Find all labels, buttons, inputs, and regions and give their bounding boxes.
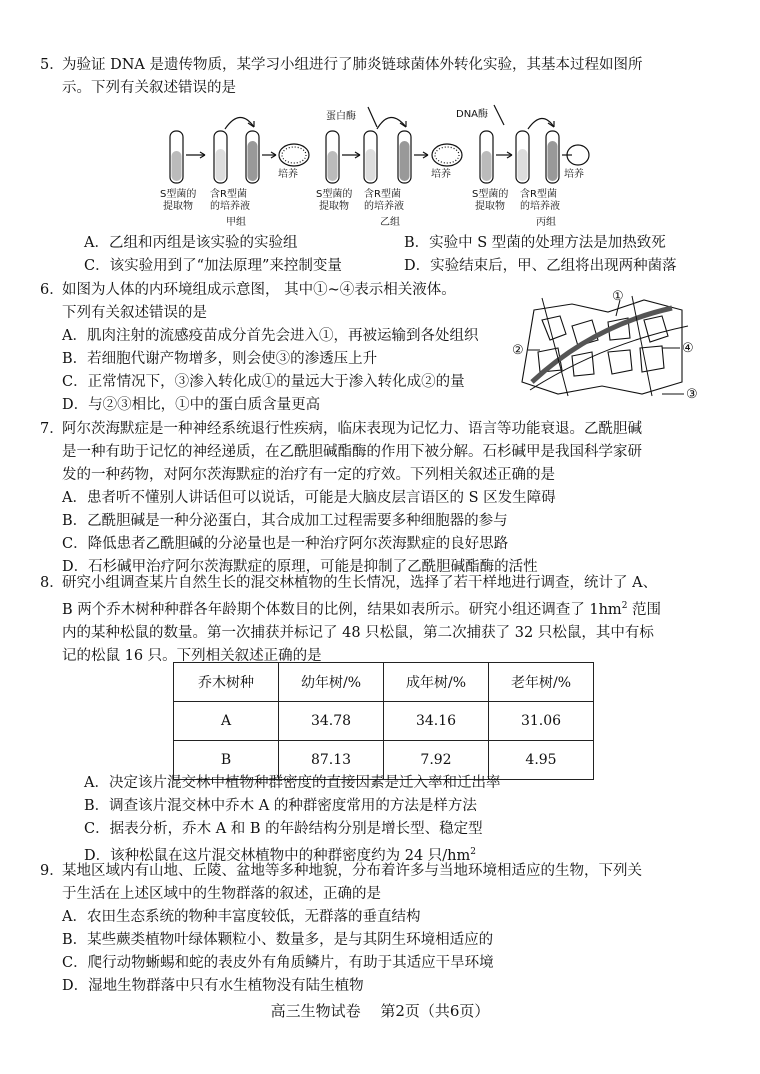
option-b: B．乙酰胆碱是一种分泌蛋白，其合成加工过程需要多种细胞器的参与 [62, 513, 508, 529]
option-b: B．调查该片混交林中乔木 A 的种群密度常用的方法是样方法 [84, 798, 477, 814]
question-number: 7． [40, 421, 64, 437]
internal-environment-figure [512, 286, 702, 404]
dropper [494, 105, 504, 125]
option-a: A．患者听不懂别人讲话但可以说话，可能是大脑皮层言语区的 S 区发生障碍 [62, 490, 556, 506]
table-header: 老年树/% [489, 663, 594, 702]
table-header: 成年树/% [384, 663, 489, 702]
label-s-extract: 提取物 [163, 201, 193, 212]
table-header: 幼年树/% [279, 663, 384, 702]
label-s-extract: 提取物 [475, 201, 505, 212]
question-stem: 示。下列有关叙述错误的是 [62, 80, 236, 96]
page-footer: 高三生物试卷 第2页（共6页） [270, 1002, 490, 1020]
question-stem: 阿尔茨海默症是一种神经系统退行性疾病，临床表现为记忆力、语言等功能衰退。乙酰胆碱 [62, 421, 642, 437]
label-dnase: DNA酶 [456, 109, 489, 120]
question-stem: B 两个乔木树种种群各年龄期个体数目的比例，结果如表所示。研究小组还调查了 $1hm^2$ 范围 [62, 601, 662, 618]
label-s-extract: 提取物 [319, 201, 349, 212]
table-cell: 7.92 [384, 741, 489, 780]
option-d: D．与②③相比，①中的蛋白质含量更高 [62, 397, 321, 413]
label-culture: 培养 [431, 169, 451, 180]
label-r-medium: 的培养液 [520, 201, 560, 212]
table-row [174, 702, 594, 741]
label-s-extract: S型菌的 [472, 189, 509, 200]
label-culture: 培养 [564, 169, 584, 180]
option-b: B．若细胞代谢产物增多，则会使③的渗透压上升 [62, 351, 378, 367]
question-8 [40, 572, 702, 668]
label-r-medium: 的培养液 [364, 201, 404, 212]
option-a: A．乙组和丙组是该实验的实验组 [84, 235, 298, 251]
option-b: B．某些蕨类植物叶绿体颗粒小、数量多，是与其阴生环境相适应的 [62, 932, 494, 948]
dropper [368, 107, 377, 127]
question-8-options [84, 772, 704, 868]
question-stem: 某地区域内有山地、丘陵、盆地等多种地貌，分布着许多与当地环境相适应的生物，下列关 [62, 863, 642, 879]
option-d: D．该种松鼠在这片混交林植物中的种群密度约为 24 只$/hm^2$ [84, 847, 477, 864]
label-r-medium: 含R型菌 [364, 189, 401, 200]
question-stem: 内的某种松鼠的数量。第一次捕获并标记了 48 只松鼠，第二次捕获了 32 只松鼠，其中有标 [62, 624, 654, 641]
option-c: C．爬行动物蜥蜴和蛇的表皮外有角质鳞片，有助于其适应干旱环境 [62, 955, 494, 971]
question-stem: 于生活在上述区域中的生物群落的叙述，正确的是 [62, 886, 381, 902]
label-protease: 蛋白酶 [326, 111, 356, 122]
option-c: C．据表分析，乔木 A 和 B 的年龄结构分别是增长型、稳定型 [84, 821, 483, 837]
label-group-2: 乙组 [380, 217, 400, 228]
label-2: ② [512, 343, 524, 358]
question-stem: 发的一种药物，对阿尔茨海默症的治疗有一定的疗效。下列相关叙述正确的是 [62, 467, 555, 483]
table-cell: 87.13 [279, 741, 384, 780]
label-group-1: 甲组 [226, 217, 246, 228]
option-d: D．湿地生物群落中只有水生植物没有陆生植物 [62, 978, 364, 994]
option-c: C．降低患者乙酰胆碱的分泌量也是一种治疗阿尔茨海默症的良好思路 [62, 536, 509, 552]
question-stem: 记的松鼠 16 只。下列相关叙述正确的是 [62, 647, 322, 664]
option-a: A．肌肉注射的流感疫苗成分首先会进入①，再被运输到各处组织 [62, 328, 479, 344]
question-5 [40, 54, 702, 100]
question-stem: 研究小组调查某片自然生长的混交林植物的生长情况，选择了若干样地进行调查，统计了 A、 [62, 575, 658, 591]
question-stem: 下列有关叙述错误的是 [62, 305, 207, 321]
label-group-3: 丙组 [536, 217, 556, 228]
label-r-medium: 的培养液 [210, 201, 250, 212]
table-cell: A [174, 702, 279, 741]
label-r-medium: 含R型菌 [210, 189, 247, 200]
table-cell: B [174, 741, 279, 780]
option-d: D．石杉碱甲治疗阿尔茨海默症的原理，可能是抑制了乙酰胆碱酯酶的活性 [62, 559, 538, 575]
question-9 [40, 860, 702, 998]
question-stem: 如图为人体的内环境组成示意图， 其中①~④表示相关液体。 [62, 282, 456, 298]
table-cell: 34.16 [384, 702, 489, 741]
age-structure-table [173, 662, 594, 780]
question-5-options [84, 232, 704, 278]
table-cell: 31.06 [489, 702, 594, 741]
label-s-extract: S型菌的 [316, 189, 353, 200]
option-a: A．农田生态系统的物种丰富度较低，无群落的垂直结构 [62, 909, 421, 925]
label-culture: 培养 [278, 169, 298, 180]
question-stem: 是一种有助于记忆的神经递质，在乙酰胆碱酯酶的作用下被分解。石杉碱甲是我国科学家研 [62, 444, 642, 460]
transformation-experiment-figure [150, 103, 590, 231]
option-d: D．实验结束后，甲、乙组将出现两种菌落 [404, 258, 677, 274]
table-header-row [174, 663, 594, 702]
question-number: 5． [40, 57, 64, 73]
question-number: 8． [40, 575, 64, 591]
option-b: B．实验中 S 型菌的处理方法是加热致死 [404, 235, 666, 251]
question-stem: 为验证 DNA 是遗传物质，某学习小组进行了肺炎链球菌体外转化实验，其基本过程如图所 [62, 57, 643, 73]
table-cell: 34.78 [279, 702, 384, 741]
label-3: ③ [686, 387, 698, 402]
label-4: ④ [682, 341, 694, 356]
label-s-extract: S型菌的 [160, 189, 197, 200]
label-r-medium: 含R型菌 [520, 189, 557, 200]
question-number: 6． [40, 282, 64, 298]
option-c: C．该实验用到了“加法原理”来控制变量 [84, 258, 342, 274]
question-7 [40, 418, 702, 579]
label-1: ① [612, 289, 624, 304]
table-header: 乔木树种 [174, 663, 279, 702]
question-number: 9． [40, 863, 64, 879]
table-cell: 4.95 [489, 741, 594, 780]
arrow [225, 117, 254, 129]
option-c: C．正常情况下，③渗入转化成①的量远大于渗入转化成②的量 [62, 374, 465, 390]
option-a: A．决定该片混交林中植物种群密度的直接因素是迁入率和迁出率 [84, 775, 501, 791]
